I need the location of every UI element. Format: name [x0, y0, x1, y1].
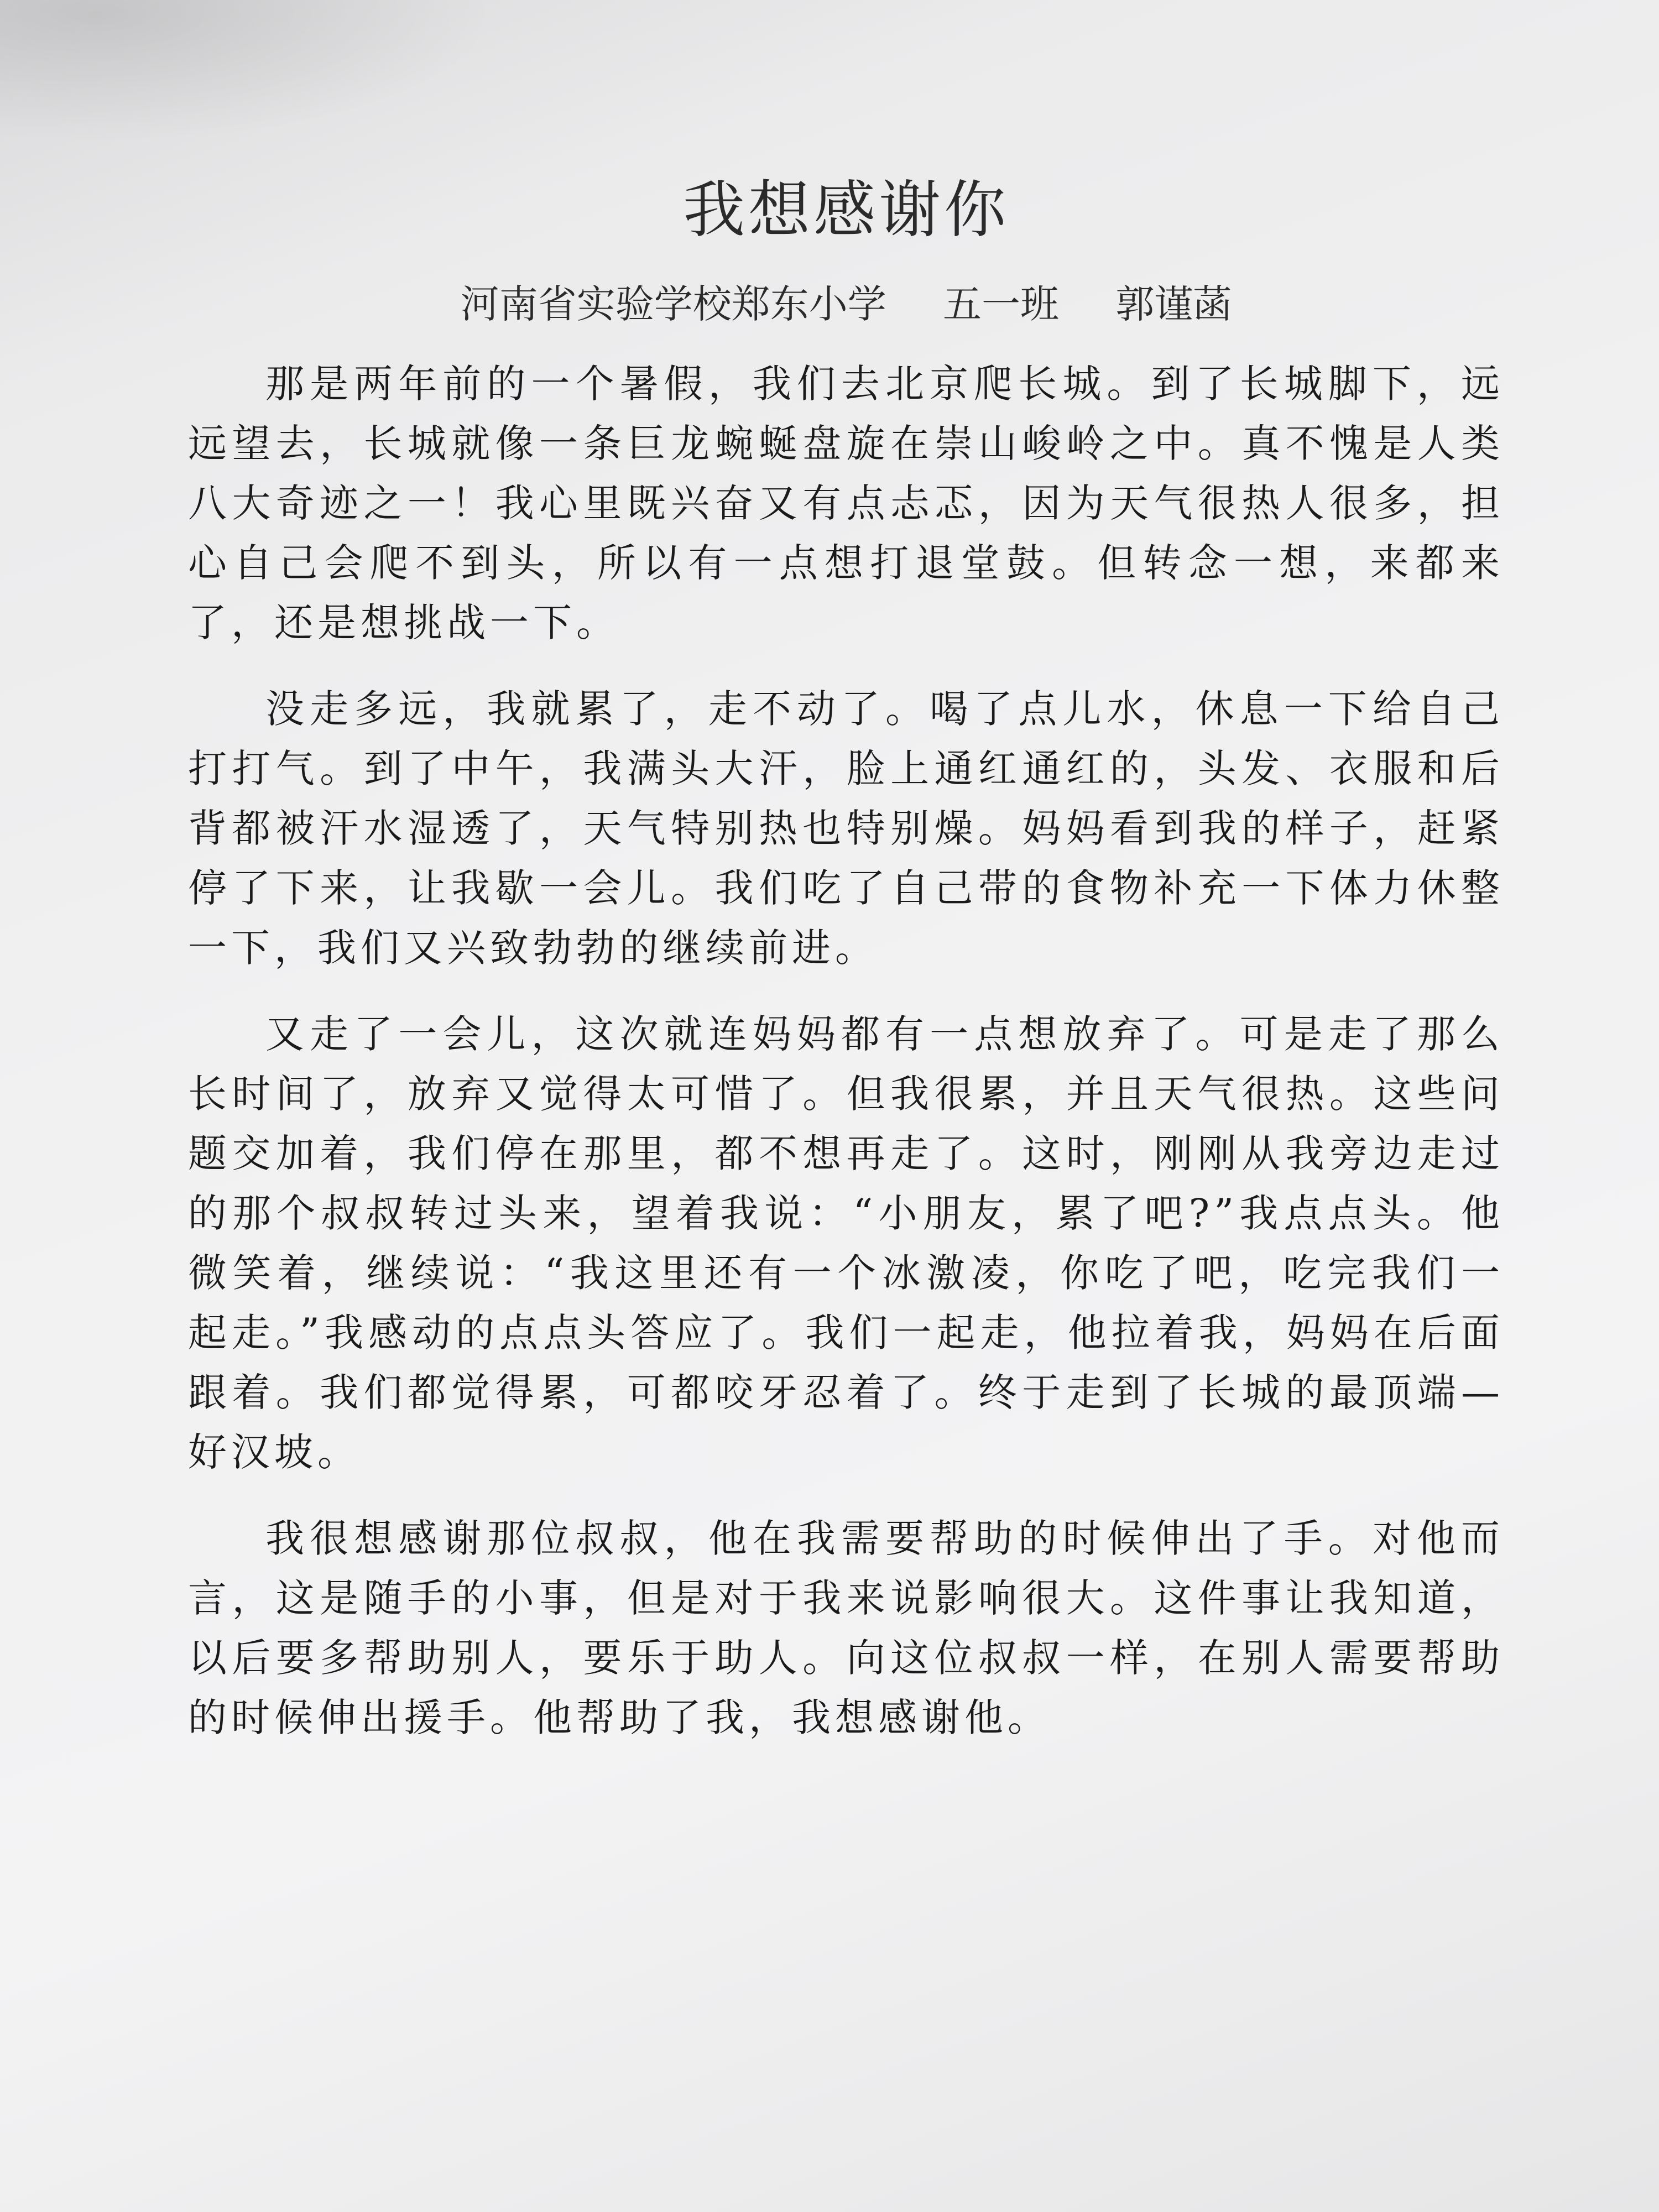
paragraph-3: 又走了一会儿，这次就连妈妈都有一点想放弃了。可是走了那么长时间了，放弃又觉得太可惜了。但我很累，并且天气很热。这些问题交加着，我们停在那里，都不想再走了。这时，刚刚从我旁边走过的那个叔叔转过头来，望着我说：“小朋友，累了吧?”我点点头。他微笑着，继续说：“我这里还有一个冰激凌，你吃了吧，吃完我们一起走。”我感动的点点头答应了。我们一起走，他拉着我，妈妈在后面跟着。我们都觉得累，可都咬牙忍着了。终于走到了长城的最顶端—好汉坡。 [188, 1011, 1504, 1475]
paragraph-1: 那是两年前的一个暑假，我们去北京爬长城。到了长城脚下，远远望去，长城就像一条巨龙蜿蜒盘旋在崇山峻岭之中。真不愧是人类八大奇迹之一！我心里既兴奋又有点忐忑，因为天气很热人很多，担心自己会爬不到头，所以有一点想打退堂鼓。但转念一想，来都来了，还是想挑战一下。 [188, 361, 1504, 645]
byline-class: 五一班 [943, 281, 1059, 327]
paragraph-4: 我很想感谢那位叔叔，他在我需要帮助的时候伸出了手。对他而言，这是随手的小事，但是对于我来说影响很大。这件事让我知道，以后要多帮助别人，要乐于助人。向这位叔叔一样，在别人需要帮助的时候伸出援手。他帮助了我，我想感谢他。 [188, 1516, 1504, 1740]
byline [188, 276, 1504, 332]
paragraph-2: 没走多远，我就累了，走不动了。喝了点儿水，休息一下给自己打打气。到了中午，我满头大汗，脸上通红通红的，头发、衣服和后背都被汗水湿透了，天气特别热也特别燥。妈妈看到我的样子，赶紧停了下来，让我歇一会儿。我们吃了自己带的食物补充一下体力休整一下，我们又兴致勃勃的继续前进。 [188, 686, 1504, 971]
essay-body [188, 354, 1504, 1747]
byline-school: 河南省实验学校郑东小学 [460, 281, 886, 327]
essay-title: 我想感谢你 [683, 174, 1009, 246]
byline-author: 郭谨菡 [1115, 281, 1232, 327]
document-page [188, 160, 1504, 2041]
paper-fold-shadow [0, 0, 498, 144]
